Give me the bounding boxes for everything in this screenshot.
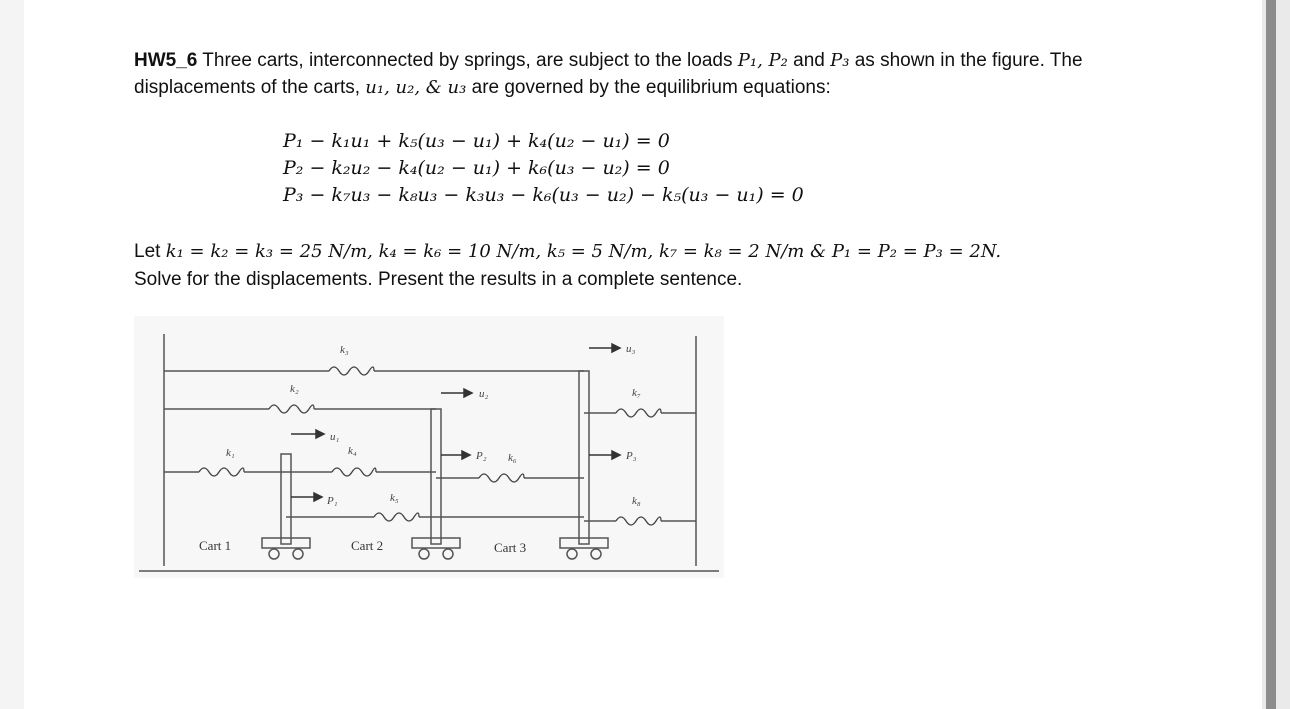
- cart-2-label: Cart 2: [351, 538, 384, 553]
- statement-text-a: Three carts, interconnected by springs, are subject to the loads: [197, 50, 738, 71]
- label-u1: u₁: [330, 431, 340, 443]
- label-k2: k₂: [290, 383, 299, 395]
- given-values: [134, 238, 1001, 294]
- label-k6: k₆: [508, 452, 517, 464]
- label-k5: k₅: [390, 492, 399, 504]
- loads-symbols: P₁, P₂: [737, 50, 788, 71]
- label-u2: u₂: [479, 388, 489, 400]
- equation-3: P₃ − k₇u₃ − k₈u₃ − k₃u₃ − k₆(u₃ − u₂) − k₅(u₃ − u₁) = 0: [283, 184, 804, 206]
- problem-statement: [134, 47, 1194, 101]
- load3-symbol: P₃: [830, 50, 850, 71]
- scrollbar[interactable]: [1262, 0, 1290, 709]
- instruction-line: Solve for the displacements. Present the results in a complete sentence.: [134, 269, 743, 290]
- problem-id: HW5_6: [134, 50, 198, 71]
- statement-text-b: as shown in the figure. The displacements of the carts,: [134, 50, 1083, 98]
- statement-and: and: [787, 50, 831, 71]
- equation-1: P₁ − k₁u₁ + k₅(u₃ − u₁) + k₄(u₂ − u₁) = 0: [283, 130, 670, 152]
- let-word: Let: [134, 241, 166, 262]
- carts-springs-figure: [134, 316, 724, 578]
- label-p2: P₂: [476, 450, 487, 462]
- equilibrium-equations: [283, 128, 804, 209]
- label-u3: u₃: [626, 343, 636, 355]
- left-margin: [0, 0, 24, 709]
- label-k7: k₇: [632, 387, 641, 399]
- cart-1-label: Cart 1: [199, 538, 232, 553]
- label-k1: k₁: [226, 447, 235, 459]
- statement-text-c: are governed by the equilibrium equations:: [466, 77, 831, 98]
- label-p1: P₁: [327, 495, 338, 507]
- equation-2: P₂ − k₂u₂ − k₄(u₂ − u₁) + k₆(u₃ − u₂) = 0: [283, 157, 670, 179]
- label-k3: k₃: [340, 344, 349, 356]
- label-k4: k₄: [348, 445, 357, 457]
- label-p3: P₃: [626, 450, 637, 462]
- figure-svg: [134, 316, 724, 578]
- displacement-symbols: u₁, u₂, & u₃: [365, 77, 467, 98]
- constants-line: k₁ = k₂ = k₃ = 25 N/m, k₄ = k₆ = 10 N/m, k₅ = 5 N/m, k₇ = k₈ = 2 N/m & P₁ = P₂ = P₃ = 2N.: [165, 241, 1002, 262]
- cart-3-label: Cart 3: [494, 540, 527, 555]
- label-k8: k₈: [632, 495, 641, 507]
